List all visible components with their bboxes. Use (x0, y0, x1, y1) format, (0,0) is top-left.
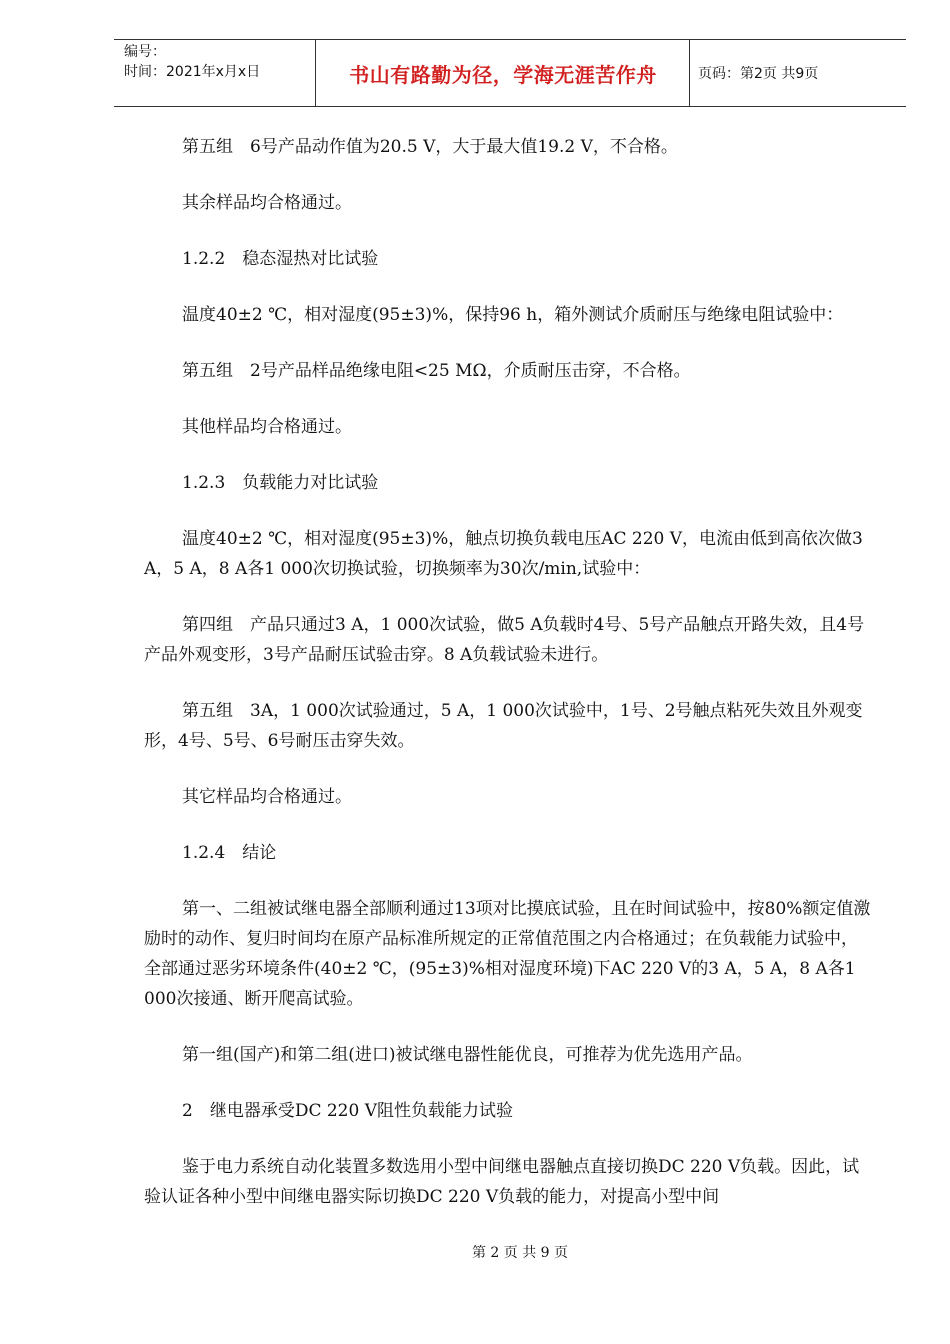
paragraph: 第五组 6号产品动作值为20.5 V，大于最大值19.2 V，不合格。 (182, 137, 678, 157)
document-time-label: 时间：2021年x月x日 (124, 64, 261, 80)
paragraph: 温度40±2 ℃，相对湿度(95±3)%，触点切换负载电压AC 220 V，电流由低到高依次做3 A，5 A，8 A各1 000次切换试验，切换频率为30次/min,试验中： (144, 529, 863, 579)
section-heading-2: 2 继电器承受DC 220 V阻性负载能力试验 (182, 1101, 513, 1121)
section-heading-1-2-3: 1.2.3 负载能力对比试验 (182, 473, 379, 493)
paragraph: 其余样品均合格通过。 (182, 193, 352, 213)
paragraph: 鉴于电力系统自动化装置多数选用小型中间继电器触点直接切换DC 220 V负载。因此，试验认证各种小型中间继电器实际切换DC 220 V负载的能力，对提高小型中间 (144, 1157, 860, 1207)
header-divider-right (689, 40, 690, 106)
document-body (144, 132, 874, 1238)
header-meta (124, 42, 314, 82)
page-header (114, 39, 906, 107)
paragraph: 第四组 产品只通过3 A，1 000次试验，做5 A负载时4号、5号产品触点开路失效，且4号产品外观变形，3号产品耐压试验击穿。8 A负载试验未进行。 (144, 615, 865, 665)
header-motto: 书山有路勤为径，学海无涯苦作舟 (349, 62, 657, 87)
document-number-label: 编号： (124, 44, 166, 60)
paragraph: 其它样品均合格通过。 (182, 787, 352, 807)
page-footer: 第 2 页 共 9 页 (471, 1245, 569, 1261)
paragraph: 其他样品均合格通过。 (182, 417, 352, 437)
section-heading-1-2-2: 1.2.2 稳态湿热对比试验 (182, 249, 379, 269)
paragraph: 第五组 3A，1 000次试验通过，5 A，1 000次试验中，1号、2号触点粘死失效且外观变形，4号、5号、6号耐压击穿失效。 (144, 701, 863, 751)
section-heading-1-2-4: 1.2.4 结论 (182, 843, 277, 863)
paragraph: 第一、二组被试继电器全部顺利通过13项对比摸底试验，且在时间试验中，按80%额定值激励时的动作、复归时间均在原产品标准所规定的正常值范围之内合格通过；在负载能力试验中，全部通过恶劣环境条件(40±2 ℃，(95±3)%相对湿度环境)下AC 220 V的3 A，5 A，8 A各1 000次接通、断开爬高试验。 (144, 899, 871, 1009)
paragraph: 第五组 2号产品样品绝缘电阻<25 MΩ，介质耐压击穿，不合格。 (182, 361, 691, 381)
paragraph: 第一组(国产)和第二组(进口)被试继电器性能优良，可推荐为优先选用产品。 (182, 1045, 753, 1065)
header-page-label: 页码：第2页 共9页 (698, 66, 819, 82)
paragraph: 温度40±2 ℃，相对湿度(95±3)%，保持96 h，箱外测试介质耐压与绝缘电阻试验中： (182, 305, 844, 325)
